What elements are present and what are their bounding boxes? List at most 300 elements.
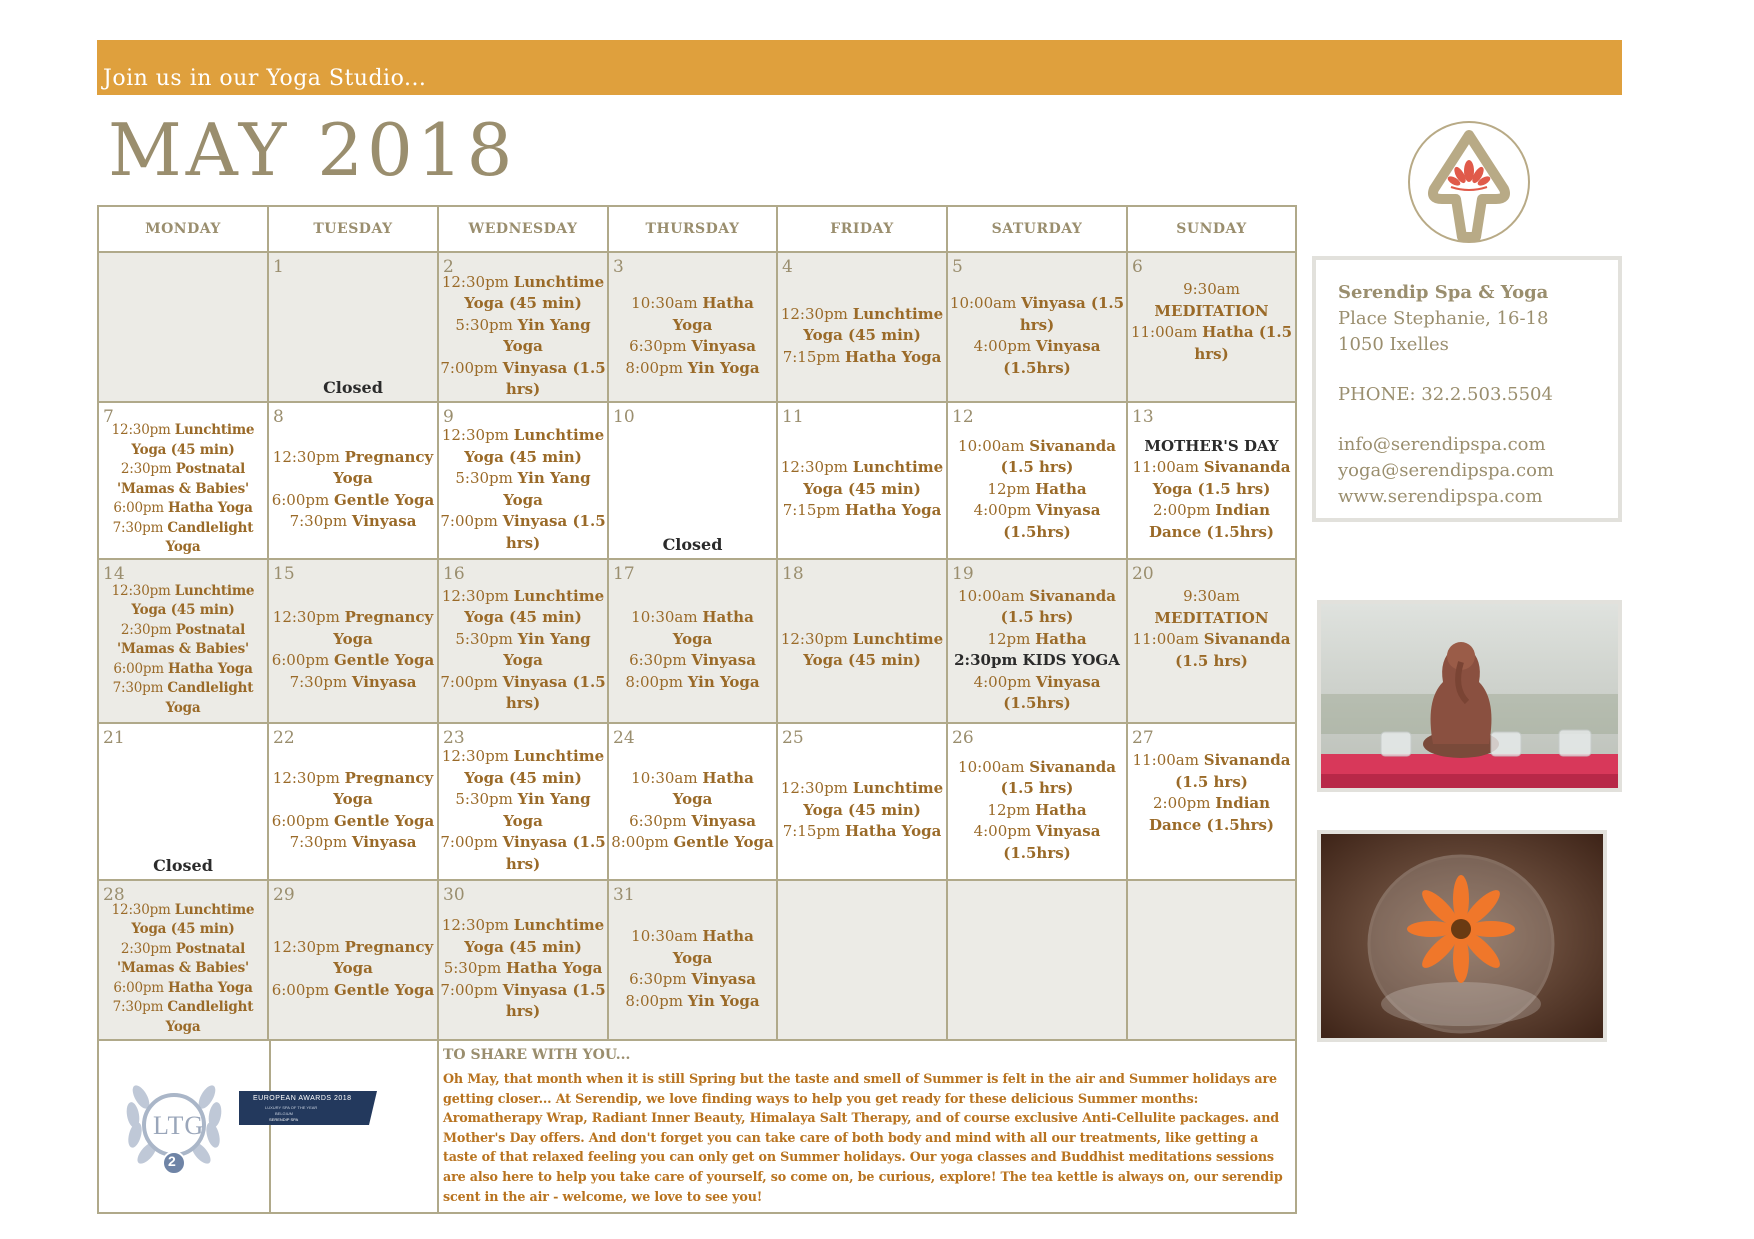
class-name: Yin Yang Yoga	[503, 629, 591, 669]
class-entry	[440, 358, 606, 401]
class-entry	[610, 607, 775, 650]
class-entry	[949, 500, 1125, 543]
class-entry	[610, 926, 775, 969]
day-number: 15	[273, 564, 295, 584]
day-cell-fri	[777, 559, 947, 723]
day-cell-sun	[1127, 723, 1296, 880]
class-entry	[444, 958, 603, 980]
day-number: 14	[103, 564, 125, 584]
event-list	[269, 881, 437, 1039]
month-title: MAY 2018	[108, 108, 517, 192]
day-cell-sun	[1127, 402, 1296, 559]
class-name: Hatha Yoga	[672, 768, 754, 808]
class-time: 12:30pm	[780, 458, 848, 477]
class-time: 7:15pm	[782, 347, 841, 366]
class-name: Gentle Yoga	[334, 811, 435, 830]
class-name: Vinyasa (1.5hrs)	[1003, 337, 1101, 377]
class-entry	[440, 468, 606, 511]
class-name: Hatha Yoga	[845, 822, 942, 841]
day-cell-sun	[1127, 252, 1296, 402]
class-name: Hatha Yoga	[672, 294, 754, 334]
class-name: Yin Yang Yoga	[503, 790, 591, 830]
event-list	[778, 403, 946, 558]
day-number: 18	[782, 564, 804, 584]
day-cell-sat	[947, 402, 1127, 559]
class-entry	[440, 629, 606, 672]
class-entry	[100, 940, 266, 979]
class-name: Hatha	[1035, 629, 1087, 648]
event-list	[439, 403, 607, 558]
day-number: 27	[1132, 728, 1154, 748]
class-entry	[949, 821, 1125, 864]
class-entry	[949, 757, 1125, 800]
day-cell-mon	[98, 880, 268, 1040]
contact-email-info[interactable]: info@serendipspa.com	[1338, 434, 1546, 455]
day-cell-thu	[608, 402, 777, 559]
class-name: Lunchtime Yoga (45 min)	[803, 779, 944, 819]
class-entry	[610, 768, 775, 811]
award-ribbon-region: BELGIUM	[275, 1111, 294, 1116]
weekday-monday: MONDAY	[98, 206, 268, 252]
class-name: Yin Yang Yoga	[503, 469, 591, 509]
class-name: MEDITATION	[1154, 301, 1269, 320]
class-name: Lunchtime Yoga (45 min)	[464, 426, 605, 466]
class-entry	[440, 511, 606, 554]
day-cell-sun	[1127, 559, 1296, 723]
class-time: 6:00pm	[113, 979, 164, 996]
event-list	[269, 403, 437, 558]
class-entry	[100, 621, 266, 660]
weekday-header-row	[98, 206, 1296, 252]
class-name: Sivananda (1.5 hrs)	[1175, 751, 1291, 791]
class-entry	[440, 315, 606, 358]
class-entry	[987, 479, 1086, 501]
class-time: 6:30pm	[629, 651, 687, 669]
class-entry	[779, 304, 945, 347]
class-time: 11:00am	[1132, 630, 1199, 648]
event-list	[439, 881, 607, 1039]
day-cell-thu	[608, 880, 777, 1040]
event-list	[948, 724, 1126, 879]
class-time: 8:00pm	[611, 833, 669, 851]
class-time: 12:30pm	[272, 768, 340, 787]
class-time: 10:00am	[958, 757, 1025, 776]
event-list	[778, 881, 946, 1039]
award-ribbon-title: EUROPEAN AWARDS 2018	[253, 1095, 352, 1102]
class-entry	[270, 607, 436, 650]
day-number: 10	[613, 407, 635, 427]
class-entry	[1129, 322, 1294, 365]
calendar-week-row	[98, 723, 1296, 880]
class-entry	[440, 980, 606, 1023]
flower-glass-image	[1321, 834, 1603, 1038]
day-cell-mon	[98, 252, 268, 402]
lotus-logo-icon	[1404, 121, 1534, 243]
class-name: Vinyasa	[351, 833, 417, 851]
class-time: 12:30pm	[780, 779, 848, 798]
event-list	[1128, 881, 1295, 1039]
class-name: Vinyasa (1.5 hrs)	[502, 512, 606, 552]
day-number: 2	[443, 257, 454, 277]
closed-label: Closed	[153, 856, 213, 875]
day-number: 29	[273, 885, 295, 905]
day-cell-fri	[777, 880, 947, 1040]
class-time: 5:30pm	[455, 629, 513, 648]
event-list	[439, 560, 607, 722]
class-time: 12:30pm	[441, 586, 509, 605]
class-time: 7:30pm	[289, 512, 348, 530]
class-name: Vinyasa (1.5 hrs)	[502, 358, 606, 398]
award-cell	[98, 1040, 438, 1213]
class-name: Lunchtime Yoga (45 min)	[464, 916, 605, 956]
day-number: 23	[443, 728, 465, 748]
class-entry	[1129, 500, 1294, 543]
class-time: 8:00pm	[625, 991, 683, 1010]
class-time: 7:30pm	[112, 519, 164, 536]
class-entry	[290, 832, 417, 854]
class-time: 7:15pm	[782, 822, 841, 841]
class-time: 12:30pm	[272, 937, 340, 956]
class-entry	[100, 460, 266, 499]
class-time: 12:30pm	[272, 447, 340, 466]
day-number: 17	[613, 564, 635, 584]
event-list	[99, 560, 267, 722]
class-time: 7:30pm	[112, 999, 164, 1016]
class-time: 11:00am	[1132, 458, 1199, 477]
class-name: Hatha Yoga	[845, 347, 942, 366]
class-time: 2:00pm	[1152, 794, 1211, 812]
class-entry	[611, 832, 774, 854]
class-time: 10:30am	[631, 294, 698, 312]
class-time: 12:30pm	[441, 747, 509, 765]
class-entry	[783, 347, 942, 369]
class-name: Vinyasa (1.5 hrs)	[502, 980, 606, 1021]
class-name: Hatha	[1035, 479, 1087, 498]
class-time: 5:30pm	[443, 959, 502, 978]
class-name: Sivananda (1.5 hrs)	[1175, 630, 1291, 670]
day-number: 4	[782, 257, 793, 277]
contact-address-2: 1050 Ixelles	[1338, 334, 1449, 355]
day-cell-wed	[438, 402, 608, 559]
share-title: TO SHARE WITH YOU...	[443, 1047, 631, 1063]
class-name: Lunchtime Yoga (45 min)	[464, 586, 605, 626]
class-name: Gentle Yoga	[334, 490, 435, 509]
class-time: 9:30am	[1183, 587, 1240, 605]
class-entry	[987, 800, 1086, 822]
class-time: 12:30pm	[441, 916, 509, 935]
event-list	[1128, 560, 1295, 722]
class-entry-label: 2:30pm KIDS YOGA	[954, 651, 1120, 669]
class-entry	[1129, 586, 1294, 629]
class-entry	[1129, 750, 1294, 793]
event-list	[269, 560, 437, 722]
day-number: 9	[443, 407, 454, 427]
class-name: Hatha (1.5 hrs)	[1194, 323, 1293, 363]
day-cell-tue	[268, 402, 438, 559]
class-name: Yin Yoga	[687, 358, 760, 377]
calendar-body	[98, 252, 1296, 1040]
event-list	[439, 724, 607, 879]
calendar-grid	[97, 205, 1297, 1214]
day-cell-tue	[268, 559, 438, 723]
event-list	[948, 881, 1126, 1039]
event-list	[99, 881, 267, 1039]
class-time: 2:30pm	[120, 940, 172, 957]
flower-glass-photo	[1317, 830, 1607, 1042]
class-entry	[954, 650, 1120, 672]
class-time: 12:30pm	[111, 422, 171, 439]
class-entry	[949, 436, 1125, 479]
class-name: Gentle Yoga	[334, 980, 435, 999]
event-list	[948, 560, 1126, 722]
class-entry	[100, 998, 266, 1037]
class-time: 10:30am	[631, 927, 698, 945]
class-time: 6:30pm	[629, 337, 687, 355]
event-list	[948, 253, 1126, 401]
class-entry	[440, 672, 606, 715]
class-entry	[270, 447, 436, 490]
class-name: Lunchtime Yoga (45 min)	[803, 629, 944, 669]
class-name: MEDITATION	[1154, 608, 1269, 627]
class-name: Lunchtime Yoga (45 min)	[464, 747, 605, 787]
weekday-wednesday: WEDNESDAY	[438, 206, 608, 252]
class-name: Hatha Yoga	[845, 501, 942, 520]
weekday-saturday: SATURDAY	[947, 206, 1127, 252]
class-time: 10:30am	[631, 768, 698, 787]
day-cell-thu	[608, 723, 777, 880]
class-name: Yin Yoga	[687, 991, 760, 1010]
class-name: Hatha Yoga	[168, 660, 253, 677]
class-time: 7:00pm	[440, 512, 498, 530]
class-time: 5:30pm	[455, 790, 513, 808]
class-name: Vinyasa	[351, 512, 417, 530]
class-entry	[629, 811, 756, 833]
day-number: 24	[613, 728, 635, 748]
class-time: 12:30pm	[780, 304, 848, 323]
class-name: Postnatal 'Mamas & Babies'	[117, 940, 249, 977]
class-time: 6:00pm	[271, 980, 330, 999]
day-cell-sat	[947, 880, 1127, 1040]
class-entry	[100, 679, 266, 718]
class-name: Sivananda (1.5 hrs)	[1000, 757, 1116, 798]
day-number: 1	[273, 257, 284, 277]
class-time: 4:00pm	[973, 501, 1032, 520]
class-entry	[625, 358, 759, 380]
class-time: 5:30pm	[455, 315, 513, 334]
class-name: Vinyasa (1.5 hrs)	[502, 672, 606, 712]
class-entry	[440, 272, 606, 315]
contact-address-1: Place Stephanie, 16-18	[1338, 308, 1549, 329]
day-cell-mon	[98, 402, 268, 559]
class-name: Pregnancy Yoga	[333, 608, 434, 648]
class-name: Postnatal 'Mamas & Babies'	[117, 461, 249, 497]
event-list	[269, 724, 437, 879]
contact-website[interactable]: www.serendipspa.com	[1338, 486, 1543, 507]
day-number: 21	[103, 728, 125, 748]
class-entry	[783, 821, 942, 843]
day-cell-mon	[98, 723, 268, 880]
award-ribbon-name: SERENDIP SPA	[269, 1117, 299, 1122]
footer-row	[98, 1040, 1296, 1213]
class-time: 6:00pm	[113, 500, 164, 517]
class-name: Hatha	[1035, 800, 1087, 819]
class-name: Lunchtime Yoga (45 min)	[131, 901, 255, 938]
class-name: Hatha Yoga	[506, 959, 603, 978]
class-name: Sivananda (1.5 hrs)	[1000, 436, 1116, 477]
event-list	[99, 403, 267, 558]
class-time: 9:30am	[1183, 280, 1240, 298]
weekday-thursday: THURSDAY	[608, 206, 777, 252]
class-name: Indian Dance (1.5hrs)	[1148, 794, 1275, 834]
day-heading: MOTHER'S DAY	[1144, 436, 1279, 455]
class-time: 6:30pm	[629, 811, 687, 830]
class-time: 11:00am	[1132, 751, 1199, 769]
day-number: 6	[1132, 257, 1143, 277]
class-time: 7:30pm	[289, 672, 348, 691]
event-list	[1128, 253, 1295, 401]
class-time: 10:00am	[949, 294, 1017, 312]
calendar-week-row	[98, 402, 1296, 559]
class-entry	[290, 672, 417, 694]
award-logo-text: LTG	[153, 1111, 205, 1140]
event-list	[609, 881, 776, 1039]
class-time: 8:00pm	[625, 672, 683, 691]
day-cell-tue	[268, 252, 438, 402]
class-time: 2:00pm	[1152, 501, 1211, 520]
day-number: 16	[443, 564, 465, 584]
class-time: 7:15pm	[782, 501, 841, 520]
class-name: Vinyasa	[691, 651, 756, 669]
class-name: Hatha Yoga	[672, 608, 754, 648]
day-cell-sat	[947, 559, 1127, 723]
event-list	[948, 403, 1126, 558]
class-time: 10:00am	[958, 436, 1025, 455]
contact-email-yoga[interactable]: yoga@serendipspa.com	[1338, 460, 1554, 481]
class-name: Vinyasa (1.5hrs)	[1003, 672, 1101, 712]
day-number: 20	[1132, 564, 1154, 584]
class-entry	[629, 336, 756, 358]
class-time: 6:00pm	[271, 651, 330, 669]
day-cell-wed	[438, 559, 608, 723]
class-entry	[625, 991, 759, 1013]
class-entry	[440, 586, 606, 629]
class-name: Postnatal 'Mamas & Babies'	[117, 621, 249, 658]
award-ribbon-sub: LUXURY SPA OF THE YEAR	[265, 1105, 318, 1110]
day-number: 25	[782, 728, 804, 748]
class-time: 11:00am	[1130, 323, 1198, 341]
class-name: Sivananda Yoga (1.5 hrs)	[1152, 458, 1291, 498]
day-number: 19	[952, 564, 974, 584]
class-name: Vinyasa (1.5 hrs)	[1019, 294, 1125, 334]
class-time: 6:00pm	[271, 811, 330, 830]
class-name: Yin Yoga	[687, 672, 760, 691]
class-time: 4:00pm	[973, 337, 1032, 355]
class-name: Candlelight Yoga	[165, 519, 254, 556]
class-time: 8:00pm	[625, 358, 683, 377]
contact-phone: PHONE: 32.2.503.5504	[1338, 384, 1553, 405]
class-entry	[629, 969, 756, 991]
class-time: 2:30pm	[120, 621, 172, 638]
calendar-week-row	[98, 880, 1296, 1040]
weekday-tuesday: TUESDAY	[268, 206, 438, 252]
class-name: Lunchtime Yoga (45 min)	[803, 458, 944, 498]
day-number: 8	[273, 407, 284, 427]
class-time: 6:00pm	[271, 490, 330, 509]
class-entry	[270, 937, 436, 980]
class-entry	[290, 511, 417, 533]
class-time: 7:00pm	[440, 833, 498, 851]
class-time: 4:00pm	[973, 672, 1032, 691]
class-entry	[1129, 279, 1294, 322]
ganesh-statue-image	[1321, 604, 1618, 788]
class-time: 10:00am	[958, 586, 1025, 605]
day-cell-wed	[438, 252, 608, 402]
class-entry	[100, 519, 266, 558]
class-time: 5:30pm	[455, 469, 513, 487]
class-entry	[113, 979, 252, 999]
contact-card	[1312, 256, 1622, 522]
event-list	[1128, 724, 1295, 879]
class-entry	[949, 586, 1125, 629]
class-name: Pregnancy Yoga	[333, 447, 434, 487]
class-name: Vinyasa	[691, 811, 756, 830]
class-entry	[113, 499, 252, 519]
class-time: 6:30pm	[629, 970, 687, 988]
class-time: 7:30pm	[289, 833, 348, 851]
weekday-sunday: SUNDAY	[1127, 206, 1296, 252]
event-list	[439, 253, 607, 401]
class-entry	[779, 629, 945, 672]
class-time: 7:00pm	[440, 672, 498, 691]
event-list	[609, 724, 776, 879]
day-cell-thu	[608, 559, 777, 723]
class-entry	[949, 336, 1125, 379]
day-cell-sat	[947, 252, 1127, 402]
class-entry	[100, 421, 266, 460]
day-number: 30	[443, 885, 465, 905]
class-entry	[949, 672, 1125, 715]
class-entry	[949, 293, 1125, 336]
class-time: 7:30pm	[112, 680, 164, 697]
award-rank: 2	[168, 1153, 176, 1169]
event-list	[778, 253, 946, 401]
class-name: Lunchtime Yoga (45 min)	[131, 582, 255, 619]
class-name: Vinyasa (1.5 hrs)	[502, 833, 606, 873]
day-number: 26	[952, 728, 974, 748]
class-entry	[272, 980, 435, 1002]
header-banner	[97, 40, 1622, 95]
calendar-week-row	[98, 559, 1296, 723]
weekday-friday: FRIDAY	[777, 206, 947, 252]
class-name: Hatha Yoga	[672, 927, 754, 967]
share-panel	[438, 1040, 1296, 1213]
day-cell-wed	[438, 723, 608, 880]
class-name: Yin Yang Yoga	[503, 315, 591, 355]
class-name: Lunchtime Yoga (45 min)	[131, 422, 255, 458]
day-cell-fri	[777, 252, 947, 402]
class-time: 12:30pm	[441, 272, 509, 291]
day-cell-tue	[268, 880, 438, 1040]
class-entry	[625, 672, 759, 694]
class-entry	[113, 660, 252, 680]
class-time: 12:30pm	[111, 901, 171, 918]
class-entry	[440, 915, 606, 958]
class-entry	[779, 457, 945, 500]
class-name: Pregnancy Yoga	[333, 937, 434, 978]
class-name: Candlelight Yoga	[165, 680, 254, 716]
contact-name: Serendip Spa & Yoga	[1338, 282, 1549, 303]
class-name: Gentle Yoga	[334, 651, 435, 669]
